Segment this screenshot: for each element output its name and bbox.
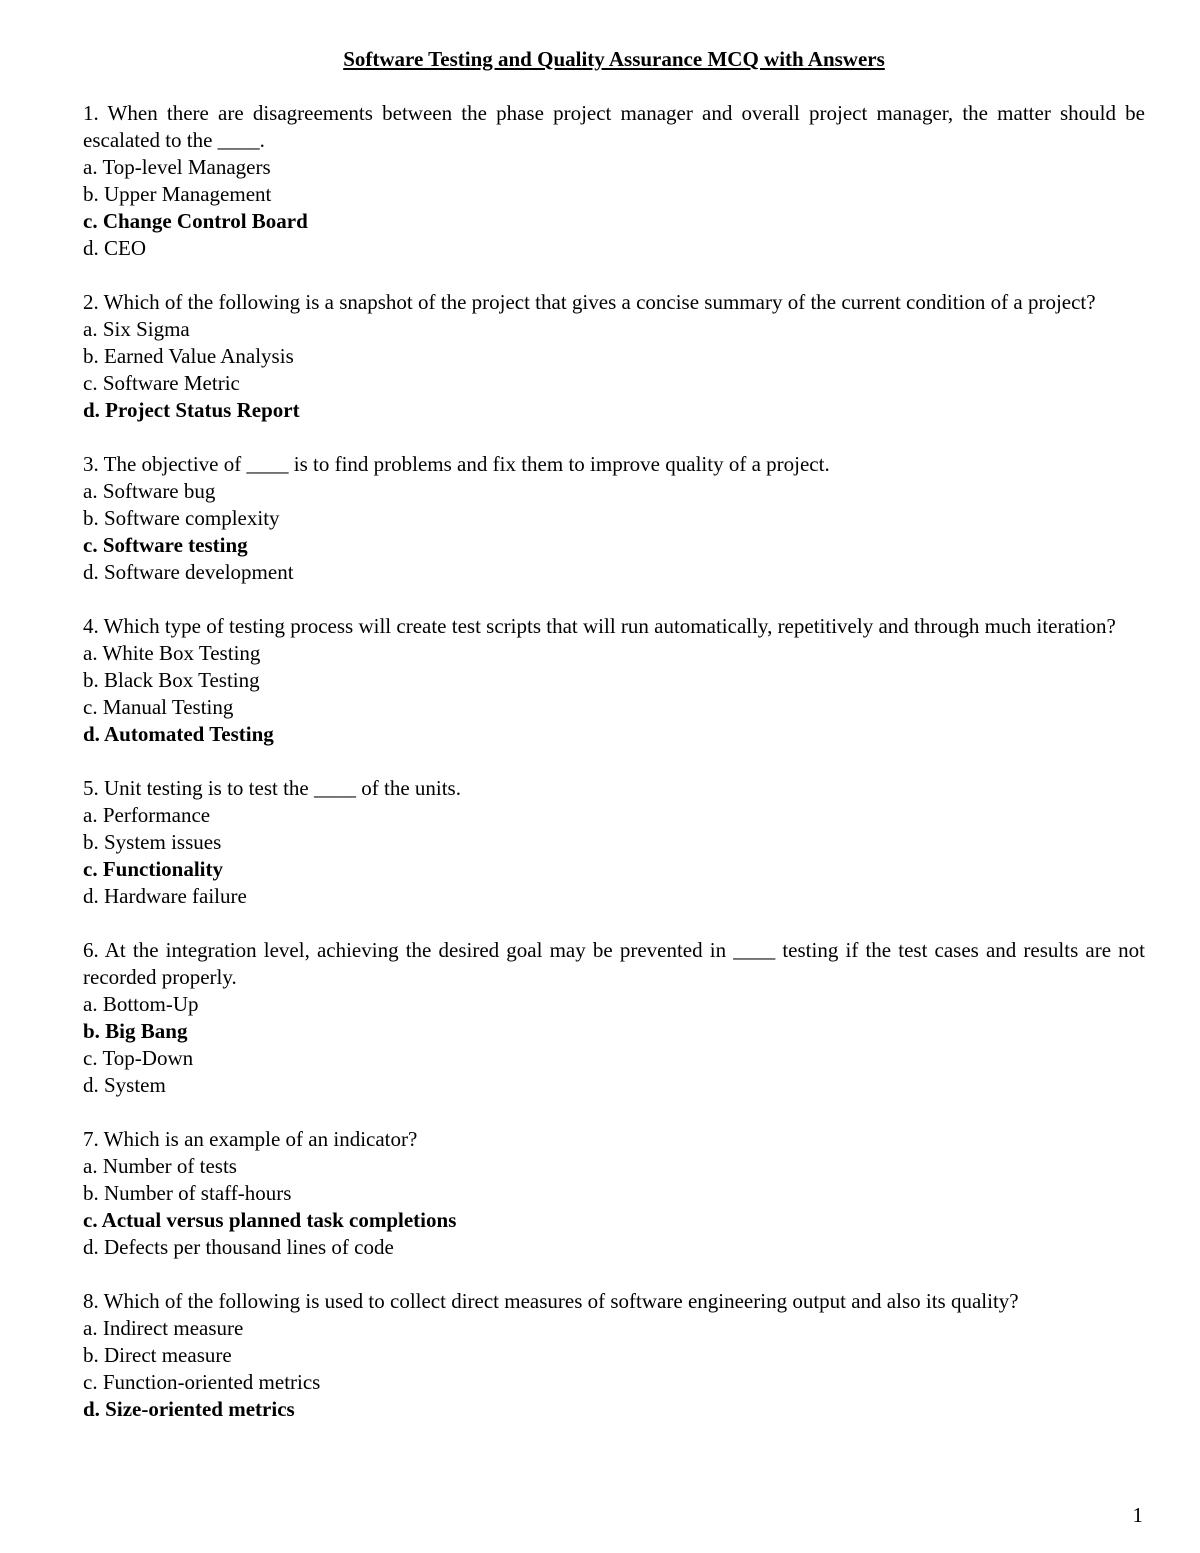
document-title: Software Testing and Quality Assurance MCQ with Answers: [343, 47, 885, 71]
answer-option: b. Number of staff-hours: [83, 1181, 292, 1205]
question-5: [83, 775, 1145, 910]
correct-answer-option: d. Size-oriented metrics: [83, 1397, 295, 1421]
question-text: 5. Unit testing is to test the ____ of the units.: [83, 776, 461, 800]
question-4: [83, 613, 1145, 748]
question-text: 6. At the integration level, achieving the desired goal may be prevented in ____ testing if the test cases and results are not recorded properly.: [83, 938, 1145, 989]
answer-option: d. Hardware failure: [83, 884, 247, 908]
answer-option: b. Black Box Testing: [83, 668, 260, 692]
question-list: [83, 100, 1145, 1423]
question-text: 7. Which is an example of an indicator?: [83, 1127, 418, 1151]
answer-option: a. Software bug: [83, 479, 216, 503]
question-text: 8. Which of the following is used to collect direct measures of software engineering output and also its quality?: [83, 1289, 1019, 1313]
page-number: 1: [1132, 1503, 1143, 1527]
question-text: 3. The objective of ____ is to find problems and fix them to improve quality of a project.: [83, 452, 830, 476]
question-text: 1. When there are disagreements between the phase project manager and overall project manager, the matter should be escalated to the ____.: [83, 101, 1145, 152]
answer-option: b. Direct measure: [83, 1343, 232, 1367]
answer-option: a. Number of tests: [83, 1154, 237, 1178]
question-8: [83, 1288, 1145, 1423]
answer-option: a. White Box Testing: [83, 641, 261, 665]
correct-answer-option: d. Automated Testing: [83, 722, 274, 746]
correct-answer-option: c. Software testing: [83, 533, 248, 557]
question-6: [83, 937, 1145, 1099]
answer-option: a. Indirect measure: [83, 1316, 244, 1340]
answer-option: b. Upper Management: [83, 182, 272, 206]
question-text: 2. Which of the following is a snapshot of the project that gives a concise summary of the current condition of a project?: [83, 290, 1096, 314]
question-3: [83, 451, 1145, 586]
answer-option: c. Manual Testing: [83, 695, 234, 719]
answer-option: a. Performance: [83, 803, 211, 827]
answer-option: a. Bottom-Up: [83, 992, 199, 1016]
answer-option: c. Software Metric: [83, 371, 240, 395]
answer-option: d. Defects per thousand lines of code: [83, 1235, 394, 1259]
document-page: [83, 46, 1145, 1423]
answer-option: a. Six Sigma: [83, 317, 190, 341]
question-text: 4. Which type of testing process will create test scripts that will run automatically, repetitively and through much iteration?: [83, 614, 1116, 638]
answer-option: b. Software complexity: [83, 506, 280, 530]
question-7: [83, 1126, 1145, 1261]
answer-option: d. Software development: [83, 560, 294, 584]
question-1: [83, 100, 1145, 262]
answer-option: c. Top-Down: [83, 1046, 194, 1070]
correct-answer-option: c. Functionality: [83, 857, 223, 881]
answer-option: c. Function-oriented metrics: [83, 1370, 321, 1394]
question-2: [83, 289, 1145, 424]
answer-option: a. Top-level Managers: [83, 155, 271, 179]
correct-answer-option: b. Big Bang: [83, 1019, 188, 1043]
answer-option: b. Earned Value Analysis: [83, 344, 294, 368]
answer-option: d. System: [83, 1073, 166, 1097]
answer-option: b. System issues: [83, 830, 222, 854]
correct-answer-option: c. Actual versus planned task completions: [83, 1208, 457, 1232]
correct-answer-option: c. Change Control Board: [83, 209, 308, 233]
correct-answer-option: d. Project Status Report: [83, 398, 300, 422]
answer-option: d. CEO: [83, 236, 146, 260]
